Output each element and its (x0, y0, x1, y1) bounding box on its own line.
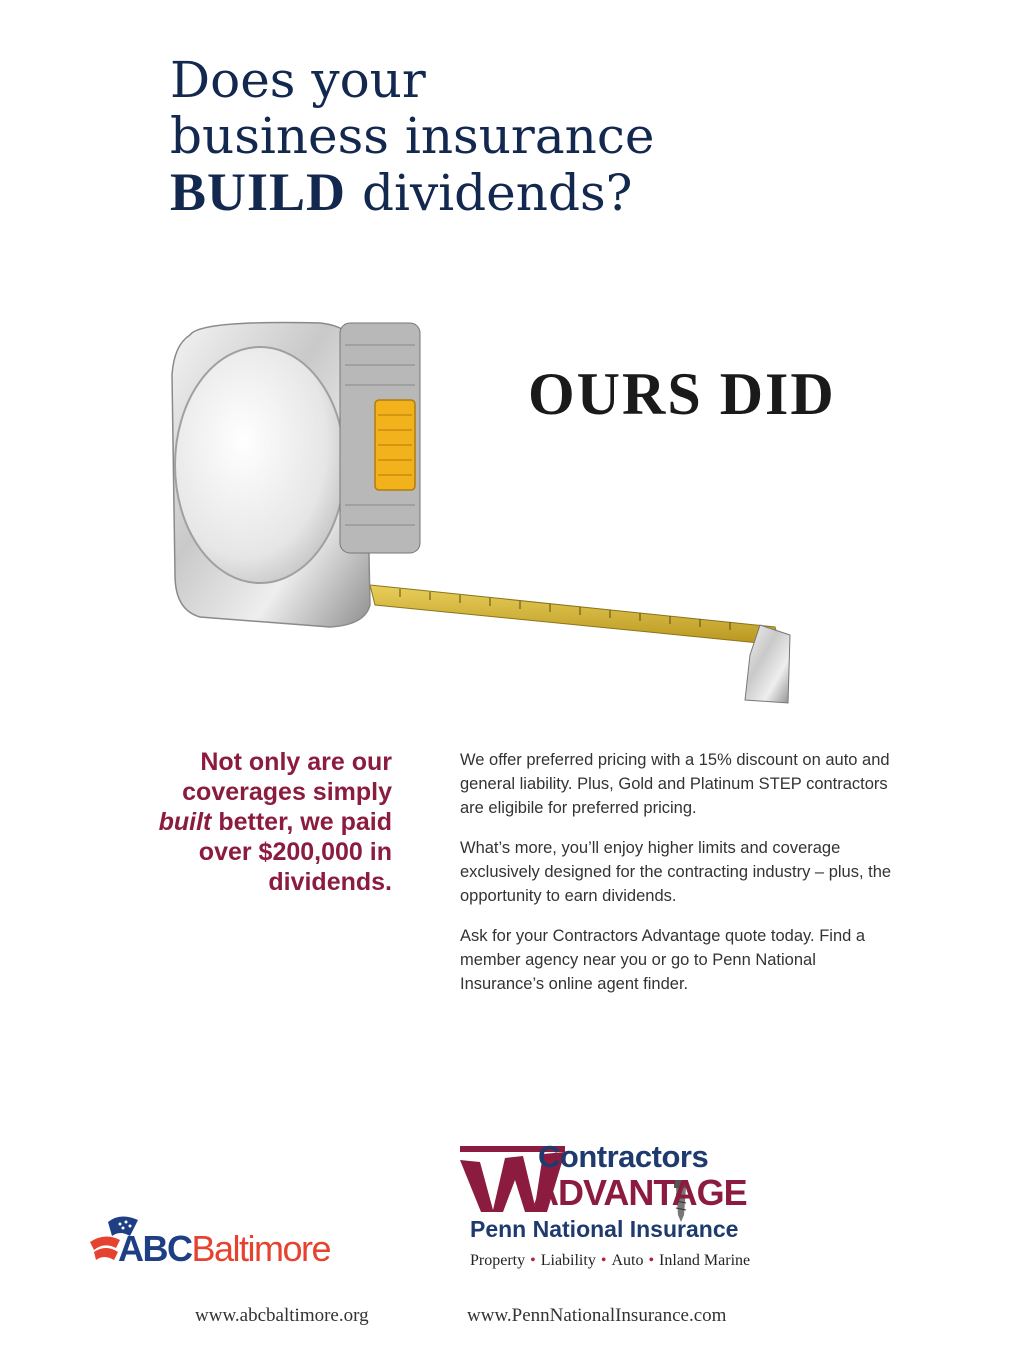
coverage-inland-marine: Inland Marine (659, 1252, 751, 1269)
coverage-lines (470, 1252, 750, 1270)
penn-national-name: Penn National Insurance (470, 1216, 739, 1242)
baltimore-word: Baltimore (191, 1228, 331, 1269)
dividends-callout (150, 747, 392, 897)
coverage-liability: Liability (540, 1252, 596, 1269)
body-paragraph-1: We offer preferred pricing with a 15% discount on auto and general liability. Plus, Gold and Platinum STEP contractors are eligibile for preferred pricing. (460, 751, 890, 817)
bullet-dot: • (600, 1252, 607, 1269)
abc-letters: ABC (118, 1228, 192, 1269)
headline-line-1: Does your (170, 51, 426, 109)
body-paragraph-3: Ask for your Contractors Advantage quote today. Find a member agency near you or go to Penn National Insurance’s online agent finder. (460, 927, 866, 993)
coverage-auto: Auto (611, 1252, 644, 1269)
ours-did-tagline: OURS DID (528, 361, 836, 427)
headline-build-word: BUILD (170, 162, 347, 222)
callout-italic-built: built (158, 808, 212, 836)
headline-dividends: dividends? (346, 164, 633, 222)
penn-national-website-link[interactable]: www.PennNationalInsurance.com (467, 1305, 727, 1326)
headline-line-3 (170, 164, 790, 221)
abc-baltimore-wordmark (118, 1228, 330, 1270)
headline (170, 52, 790, 221)
advantage-title: ADVANTAGE (533, 1172, 747, 1213)
bullet-dot: • (530, 1252, 536, 1269)
headline-line-2: business insurance (170, 107, 655, 165)
callout-text-2: better, we paid over $200,000 in dividends. (198, 808, 392, 896)
abc-website-link[interactable]: www.abcbaltimore.org (195, 1305, 369, 1326)
contractors-title: Contractors (538, 1139, 709, 1174)
body-paragraph-2: What’s more, you’ll enjoy higher limits and coverage exclusively designed for the contracting industry – plus, the opportunity to earn dividends. (460, 839, 892, 905)
coverage-property: Property (470, 1252, 526, 1269)
callout-text-1: Not only are our coverages simply (182, 748, 392, 806)
bullet-dot: • (648, 1252, 655, 1269)
body-copy (460, 748, 900, 1012)
